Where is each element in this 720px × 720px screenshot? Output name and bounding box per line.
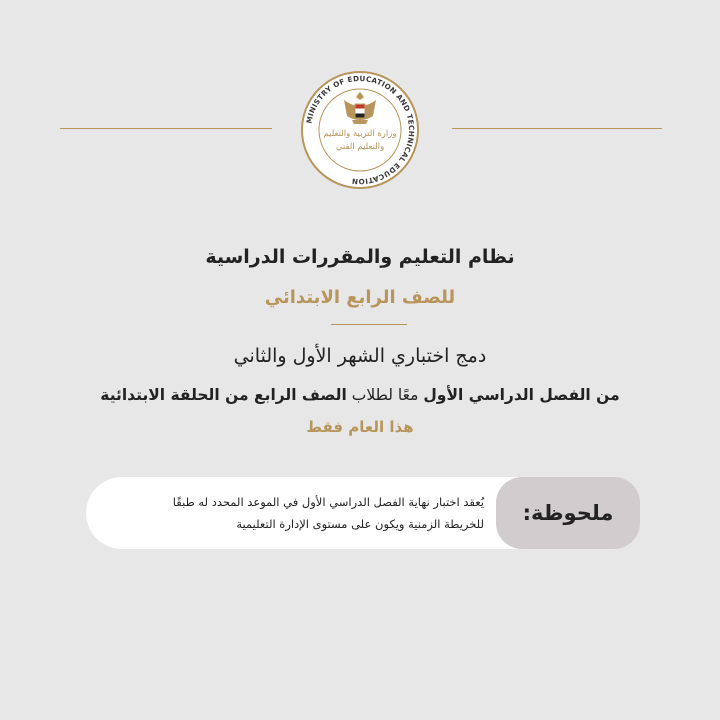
note-line-2: للخريطة الزمنية ويكون على مستوى الإدارة التعليمية: [236, 517, 484, 531]
detail-line: [0, 386, 720, 404]
grade-subtitle: للصف الرابع الابتدائي: [264, 287, 456, 308]
seal-english-text: MINISTRY OF EDUCATION AND TECHNICAL EDUCATION: [304, 73, 417, 187]
right-gold-rule: [452, 128, 662, 129]
ministry-seal-logo: [300, 70, 420, 190]
center-divider: [331, 324, 407, 325]
seal-arabic-text: وزارة التربية والتعليم: [323, 129, 397, 139]
detail-connector: معًا لطلاب: [346, 386, 424, 404]
headline: دمج اختباري الشهر الأول والثاني: [233, 345, 487, 367]
seal-arabic-text-2: والتعليم الفني: [335, 142, 385, 152]
note-box: [86, 477, 640, 549]
this-year-only-label: هذا العام فقط: [306, 418, 414, 436]
page-title: نظام التعليم والمقررات الدراسية: [205, 246, 515, 268]
detail-term: من الفصل الدراسي الأول: [423, 386, 620, 404]
note-text: [164, 491, 484, 535]
left-gold-rule: [60, 128, 272, 129]
note-label: ملحوظة:: [496, 477, 640, 549]
detail-grade: الصف الرابع من الحلقة الابتدائية: [100, 386, 347, 404]
note-line-1: يُعقد اختبار نهاية الفصل الدراسي الأول في الموعد المحدد له طبقًا: [172, 495, 484, 509]
